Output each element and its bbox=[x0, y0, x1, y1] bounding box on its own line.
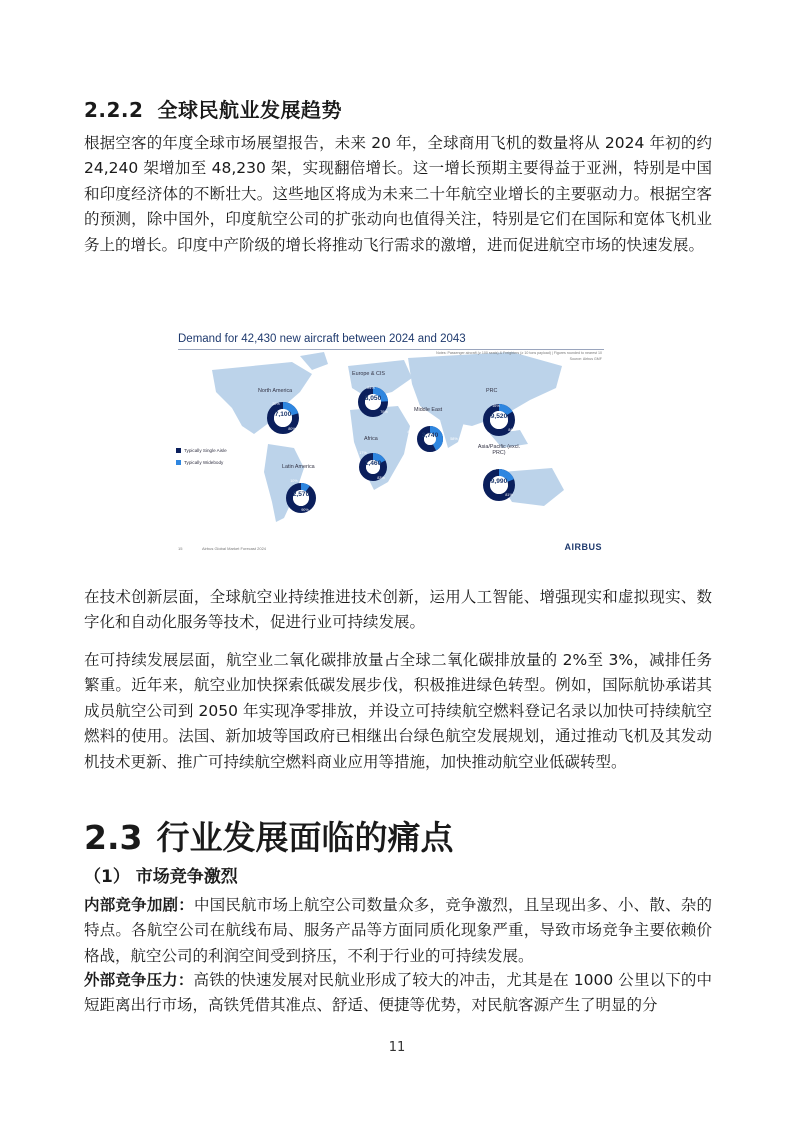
section-heading-2-2-2 bbox=[84, 94, 342, 123]
donut-widebody-pct-europe-cis: 24% bbox=[367, 386, 375, 390]
donut-total-latin-america: 2,570 bbox=[292, 491, 310, 498]
legend-label: Typically Widebody bbox=[184, 460, 224, 465]
paragraph-sustainability: 在可持续发展层面，航空业二氧化碳排放量占全球二氧化碳排放量的 2%至 3%，减排任务繁重。近年来，航空业加快探索低碳发展步伐，积极推进绿色转型。例如，国际航协承诺其成员航空公司到 2050 年实现净零排放，并设立可持续航空燃料登记名录以加快可持续航空燃料的使用。法国、新加坡等国政府已相继出台绿色航空发展规划，通过推动飞机及其发动机技术更新、推广可持续航空燃料商业应用等措施，加快推动航空业低碳转型。 bbox=[84, 651, 712, 771]
paragraph-body: 高铁的快速发展对民航业形成了较大的冲击，尤其是在 1000 公里以下的中短距离出行市场，高铁凭借其准点、舒适、便捷等优势，对民航客源产生了明显的分 bbox=[84, 971, 712, 1015]
subsection-heading: （1） 市场竞争激烈 bbox=[84, 867, 238, 887]
region-label-prc: PRC bbox=[486, 388, 498, 394]
figure-note: Notes: Passenger aircraft (≥ 100 seats) & Freighters (≥ 10 tons payload) | Figures rounded to nearest 10 bbox=[436, 351, 602, 355]
donut-single-aisle-pct-prc: 84% bbox=[508, 428, 516, 432]
demand-figure bbox=[172, 322, 610, 557]
legend-label: Typically Single Aisle bbox=[184, 448, 227, 453]
region-label-europe-cis: Europe & CIS bbox=[352, 371, 385, 377]
donut-widebody-pct-latin-america: 10% bbox=[290, 479, 298, 483]
paragraph-external-competition bbox=[84, 968, 712, 1019]
paragraph-lead: 外部竞争压力： bbox=[84, 971, 194, 989]
region-label-asia-pacific: Asia/Pacific (excl. PRC) bbox=[477, 444, 521, 456]
figure-footer-page: 15 bbox=[178, 546, 183, 551]
section-title: 全球民航业发展趋势 bbox=[157, 98, 342, 122]
donut-total-asia-pacific: 9,990 bbox=[490, 478, 508, 485]
region-label-africa: Africa bbox=[364, 436, 378, 442]
donut-single-aisle-pct-asia-pacific: 81% bbox=[505, 493, 513, 497]
paragraph-technology: 在技术创新层面，全球航空业持续推进技术创新，运用人工智能、增强现实和虚拟现实、数字化和自动化服务等技术，促进行业可持续发展。 bbox=[84, 588, 712, 632]
airbus-logo: AIRBUS bbox=[564, 542, 602, 552]
legend-single-aisle bbox=[176, 448, 227, 453]
donut-total-north-america: 7,100 bbox=[274, 411, 292, 418]
section-heading-2-3 bbox=[84, 812, 453, 859]
section-number: 2.3 bbox=[84, 818, 143, 857]
region-label-north-america: North America bbox=[258, 388, 293, 394]
donut-widebody-pct-middle-east: 42% bbox=[407, 430, 415, 434]
donut-widebody-pct-prc: 16% bbox=[492, 404, 500, 408]
legend-swatch-widebody bbox=[176, 460, 181, 465]
donut-single-aisle-pct-europe-cis: 76% bbox=[380, 410, 388, 414]
donut-single-aisle-pct-middle-east: 58% bbox=[450, 437, 458, 441]
world-map bbox=[172, 322, 610, 557]
figure-title: Demand for 42,430 new aircraft between 2024 and 2043 bbox=[178, 333, 466, 345]
figure-title-rule bbox=[178, 349, 604, 350]
paragraph-internal-competition bbox=[84, 893, 712, 969]
legend-swatch-single-aisle bbox=[176, 448, 181, 453]
greenland-shape bbox=[300, 352, 328, 370]
donut-single-aisle-pct-latin-america: 90% bbox=[301, 508, 309, 512]
donut-total-middle-east: 3,740 bbox=[421, 432, 439, 439]
legend-widebody bbox=[176, 460, 223, 465]
donut-single-aisle-pct-north-america: 80% bbox=[288, 427, 296, 431]
page-number: 11 bbox=[388, 1040, 406, 1055]
donut-widebody-pct-africa: 17% bbox=[359, 451, 367, 455]
donut-total-europe-cis: 8,050 bbox=[364, 395, 382, 402]
donut-total-prc: 9,520 bbox=[490, 413, 508, 420]
donut-widebody-pct-north-america: 20% bbox=[272, 402, 280, 406]
section-title: 行业发展面临的痛点 bbox=[156, 818, 454, 857]
section-number: 2.2.2 bbox=[84, 98, 144, 122]
paragraph-lead: 内部竞争加剧： bbox=[84, 896, 194, 914]
region-label-latin-america: Latin America bbox=[282, 464, 315, 470]
region-label-middle-east: Middle East bbox=[414, 407, 443, 413]
figure-footer-text: Airbus Global Market Forecast 2024 bbox=[202, 546, 267, 551]
donut-widebody-pct-asia-pacific: 19% bbox=[488, 467, 496, 471]
donut-single-aisle-pct-africa: 83% bbox=[377, 476, 385, 480]
figure-source: Source: Airbus GMF bbox=[569, 357, 602, 361]
paragraph-body: 中国民航市场上航空公司数量众多，竞争激烈，且呈现出多、小、散、杂的特点。各航空公司在航线布局、服务产品等方面同质化现象严重，导致市场竞争主要依赖价格战，航空公司的利润空间受到挤压，不利于行业的可持续发展。 bbox=[84, 896, 712, 965]
donut-total-africa: 1,460 bbox=[364, 460, 382, 467]
paragraph-market-outlook: 根据空客的年度全球市场展望报告，未来 20 年，全球商用飞机的数量将从 2024 年初的约 24,240 架增加至 48,230 架，实现翻倍增长。这一增长预期主要得益于亚洲，特别是中国和印度经济体的不断壮大。这些地区将成为未来二十年航空业增长的主要驱动力。根据空客的预测，除中国外，印度航空公司的扩张动向也值得关注，特别是它们在国际和宽体飞机业务上的增长。印度中产阶级的增长将推动飞行需求的激增，进而促进航空市场的快速发展。 bbox=[84, 134, 712, 254]
